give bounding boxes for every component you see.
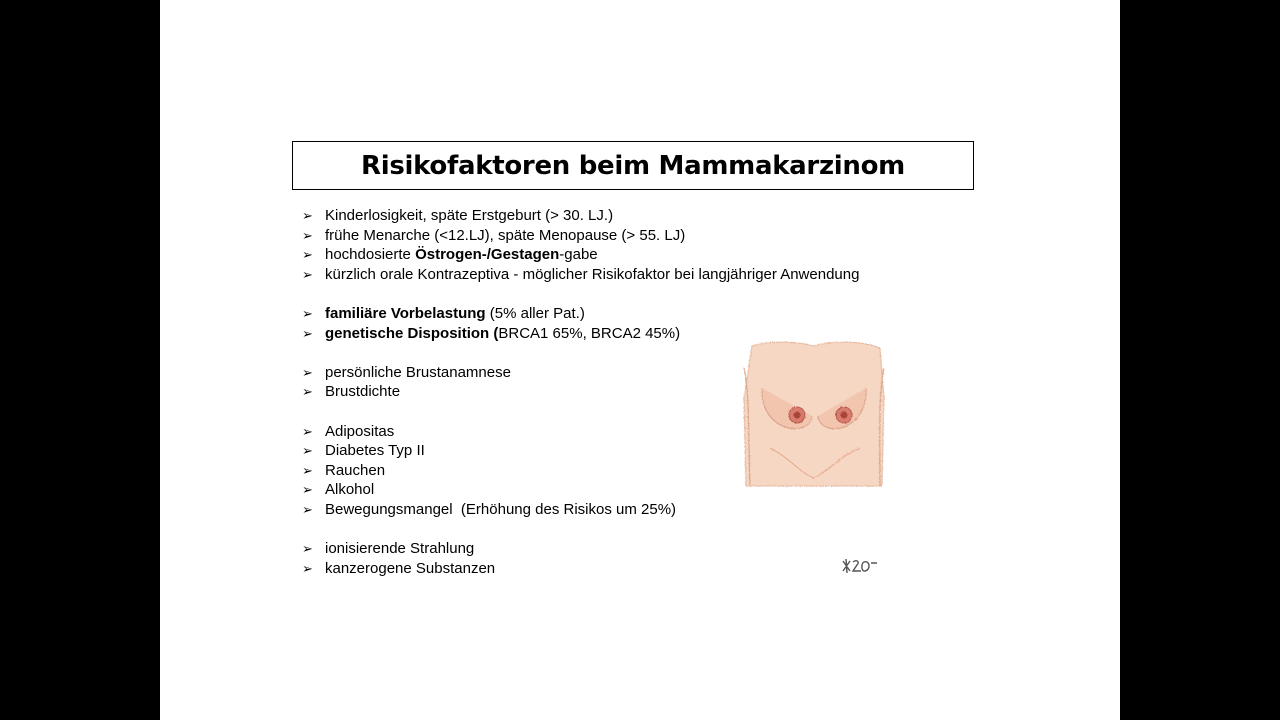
- item-text: frühe Menarche (<12.LJ), späte Menopause (> 55. LJ): [325, 226, 686, 244]
- item-text: Diabetes Typ II: [325, 442, 425, 460]
- list-item: [302, 206, 922, 226]
- list-item: [302, 265, 922, 285]
- item-text-suffix: BRCA1 65%, BRCA2 45%): [498, 324, 681, 342]
- arrow-bullet-icon: ➢: [302, 247, 313, 263]
- list-item: [302, 304, 922, 324]
- list-item: [302, 539, 922, 559]
- arrow-bullet-icon: ➢: [302, 227, 313, 243]
- item-text: ionisierende Strahlung: [325, 540, 475, 558]
- slide: [160, 0, 1120, 720]
- item-text: kanzerogene Substanzen: [325, 559, 496, 577]
- item-text: Brustdichte: [325, 383, 401, 401]
- item-text: hochdosierte: [325, 246, 416, 264]
- arrow-bullet-icon: ➢: [302, 364, 313, 380]
- item-text: Alkohol: [325, 481, 375, 499]
- list-item: [302, 500, 922, 520]
- arrow-bullet-icon: ➢: [302, 462, 313, 478]
- artist-signature: [840, 555, 880, 577]
- arrow-bullet-icon: ➢: [302, 266, 313, 282]
- arrow-bullet-icon: ➢: [302, 208, 313, 223]
- item-bold-text: Östrogen-/Gestagen: [415, 246, 560, 264]
- item-text: Bewegungsmangel (Erhöhung des Risikos um 25%): [325, 500, 677, 518]
- arrow-bullet-icon: ➢: [302, 541, 313, 557]
- slide-title: Risikofaktoren beim Mammakarzinom: [361, 150, 905, 181]
- item-bold-text: genetische Disposition (: [325, 324, 499, 342]
- arrow-bullet-icon: ➢: [302, 305, 313, 321]
- item-text: Rauchen: [325, 461, 386, 479]
- item-text: kürzlich orale Kontrazeptiva - möglicher Risikofaktor bei langjähriger Anwendung: [325, 265, 860, 283]
- arrow-bullet-icon: ➢: [302, 325, 313, 341]
- arrow-bullet-icon: ➢: [302, 443, 313, 459]
- arrow-bullet-icon: ➢: [302, 501, 313, 517]
- arrow-bullet-icon: ➢: [302, 384, 313, 400]
- list-item: [302, 226, 922, 246]
- breast-illustration: [740, 338, 888, 490]
- item-text: persönliche Brustanamnese: [325, 363, 511, 381]
- arrow-bullet-icon: ➢: [302, 482, 313, 498]
- item-text: Adipositas: [325, 422, 395, 440]
- list-item: [302, 559, 922, 579]
- arrow-bullet-icon: ➢: [302, 423, 313, 439]
- arrow-bullet-icon: ➢: [302, 560, 313, 576]
- item-text-suffix: -gabe: [559, 246, 598, 264]
- list-item: [302, 245, 922, 265]
- item-bold-text: familiäre Vorbelastung: [325, 304, 486, 322]
- item-text-suffix: (5% aller Pat.): [485, 304, 585, 322]
- item-text: Kinderlosigkeit, späte Erstgeburt (> 30. LJ.): [325, 207, 614, 224]
- title-box: [292, 141, 974, 190]
